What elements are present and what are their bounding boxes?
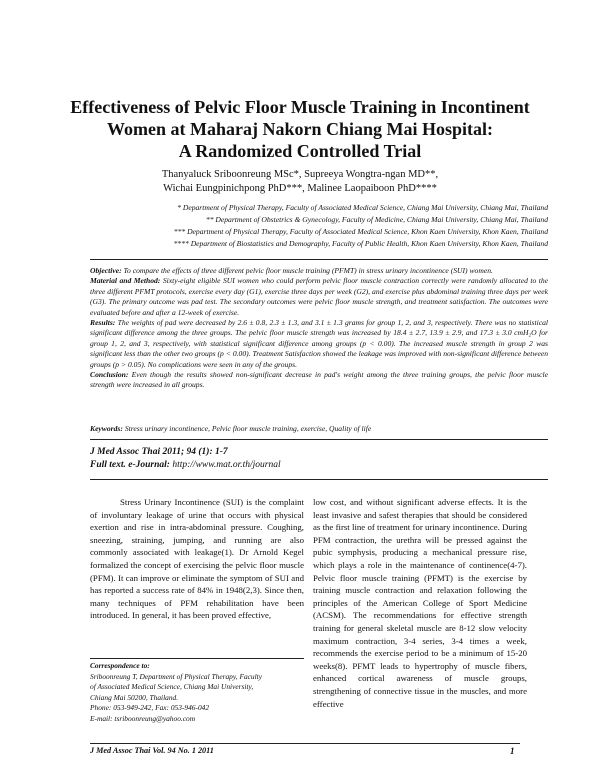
objective-text: To compare the effects of three different pelvic floor muscle training (PFMT) in stress urinary incontinence (SUI) women. <box>123 266 493 275</box>
journal-url[interactable]: http://www.mat.or.th/journal <box>172 460 281 470</box>
body-text-right: low cost, and without significant adverse effects. It is the least invasive and safest therapies that should be considered as the first line of treatment for urinary incontinence. During PFM contraction, the urethra will be pressed against the pubic symphysis, producing a mechanical pressure rise, which plays a role in the maintenance of continence(4-7). Pelvic floor muscle training (PFMT) is the exercise by training muscle contraction and relaxation following the principles of the American College of Sport Medicine (ACSM). The recommendations for effective strength training for general skeletal muscle are 8-12 slow velocity maximum contraction, 3-4 series, 3-4 times a week, recommends the exercise period to be a minimum of 15-20 weeks(8). PFMT leads to hypertrophy of muscle fibers, enhanced cortical awareness of muscle groups, strengthening of connective tissue in the muscles, and more effective <box>313 497 527 709</box>
conclusion-text: Even though the results showed non-significant decrease in pad's weight among the three training groups, the pelvic floor muscle strength were increased in all groups. <box>90 370 548 390</box>
methods-text: Sixty-eight eligible SUI women who could perform pelvic floor muscle contraction correctly were randomly allocated to the three different PFMT protocols, exercise every day (G1), exercise three days per week (G2), and exercise plus abdominal training three days per week (G3). The primary outcome was pad test. The secondary outcomes were pelvic floor muscle strength, and treatment satisfaction. The outcomes were evaluated before and after a 12-week of exercise. <box>90 276 548 317</box>
title-line-2: Women at Maharaj Nakorn Chiang Mai Hospital: <box>106 119 493 139</box>
authors-line-1: Thanyaluck Sriboonreung MSc*, Supreeya Wongtra-ngan MD**, <box>161 169 439 180</box>
citation <box>90 446 548 472</box>
affiliation-4: **** Department of Biostatistics and Demography, Faculty of Public Health, Khon Kaen University, Khon Kaen, Thailand <box>173 239 548 248</box>
author-list <box>60 168 540 196</box>
article-title <box>40 96 560 162</box>
keywords-text: Stress urinary incontinence, Pelvic floor muscle training, exercise, Quality of life <box>124 424 372 433</box>
correspondence-phone: Phone: 053-949-242, Fax: 053-946-042 <box>90 703 210 713</box>
authors-line-2: Wichai Eungpinichpong PhD***, Malinee Laopaiboon PhD**** <box>163 183 437 194</box>
keywords <box>90 424 548 434</box>
correspondence-label: Correspondence to: <box>90 661 150 670</box>
correspondence <box>90 661 304 725</box>
footer-journal: J Med Assoc Thai Vol. 94 No. 1 2011 <box>90 746 214 755</box>
affiliation-3: *** Department of Physical Therapy, Faculty of Associated Medical Science, Khon Kaen University, Khon Kaen, Thailand <box>173 227 548 236</box>
keywords-bottom-rule <box>90 439 548 440</box>
abstract <box>90 266 548 391</box>
journal-citation: J Med Assoc Thai 2011; 94 (1): 1-7 <box>90 447 228 457</box>
body-text-left: Stress Urinary Incontinence (SUI) is the complaint of involuntary leakage of urine that occurs with physical exertion and rise in intra-abdominal pressure. Coughing, sneezing, straining, jumping, and running are also commonly associated with leakage(1). Dr Arnold Kegel formalized the concept of exercising the pelvic floor muscle (PFM). It can improve or eliminate the symptom of SUI and has reported a success rate of 84% in 1948(2,3). Since then, many techniques of PFM rehabilitation have been introduced. In general, it has been proved effective, <box>90 497 304 621</box>
page-number: 1 <box>510 746 515 756</box>
correspondence-line-1: Sriboonreung T, Department of Physical Therapy, Faculty <box>90 671 263 681</box>
footer-rule <box>90 743 520 744</box>
affiliation-2: ** Department of Obstetrics & Gynecology, Faculty of Medicine, Chiang Mai University, Chiang Mai, Thailand <box>205 215 548 224</box>
affiliation-1: * Department of Physical Therapy, Faculty of Associated Medical Science, Chiang Mai University, Chiang Mai, Thailand <box>177 203 548 212</box>
affiliations <box>60 202 548 250</box>
body-column-left <box>90 496 304 622</box>
results-label: Results: <box>90 318 116 328</box>
correspondence-rule <box>90 658 304 659</box>
abstract-top-rule <box>90 259 548 260</box>
title-line-1: Effectiveness of Pelvic Floor Muscle Training in Incontinent <box>70 97 530 117</box>
results-text: The weights of pad were decreased by 2.6 ± 0.8, 2.3 ± 1.3, and 3.1 ± 1.3 grams for group 1, 2, and 3, respectively. There was no statistical significant difference among the three groups. The pelvic floor muscle strength was increased by 18.4 ± 2.7, 13.9 ± 2.9, and 17.3 ± 3.0 cmH₂O for group 1, 2, and 3, respectively, with statistical significant difference among groups (p < 0.00). The increased muscle strength in group 2 was significant less than the other two groups (p < 0.00). Treatment Satisfaction showed the leakage was improved with non-significant difference between groups (p > 0.05). No complications were seen in any of the groups. <box>90 318 548 369</box>
conclusion-label: Conclusion: <box>90 370 129 380</box>
keywords-label: Keywords: <box>90 424 123 433</box>
correspondence-line-2: of Associated Medical Science, Chiang Mai University, <box>90 682 254 692</box>
correspondence-line-3: Chiang Mai 50200, Thailand. <box>90 692 179 702</box>
body-top-rule <box>90 479 548 480</box>
objective-label: Objective: <box>90 266 122 275</box>
body-column-right <box>313 496 527 710</box>
correspondence-email[interactable]: E-mail: tsriboonreung@yahoo.com <box>90 713 196 723</box>
methods-label: Material and Method: <box>90 276 161 286</box>
fulltext-label: Full text. e-Journal: <box>90 460 170 470</box>
title-line-3: A Randomized Controlled Trial <box>178 141 422 161</box>
